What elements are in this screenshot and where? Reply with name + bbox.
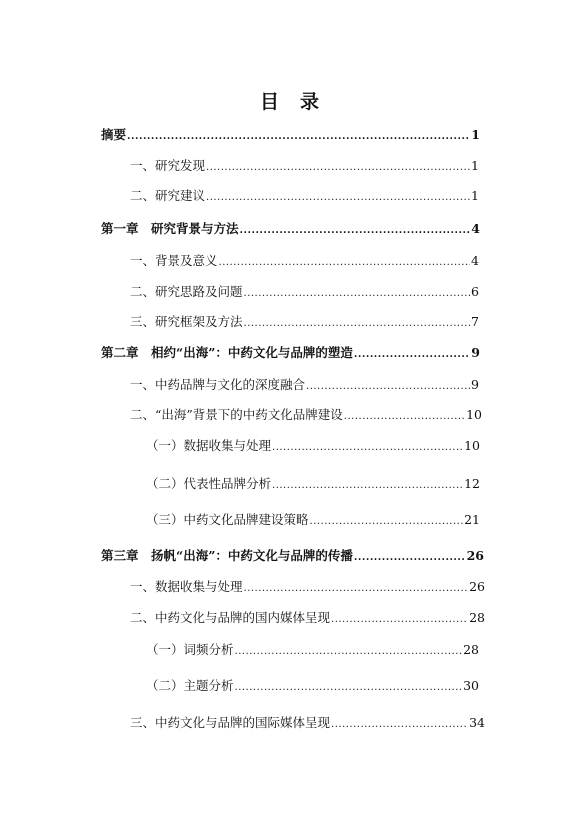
toc-page-number: 4 [471, 253, 479, 268]
dot-leader [306, 379, 470, 395]
toc-page-number: 34 [469, 715, 485, 730]
toc-entry-label: （三）中药文化品牌建设策略 [146, 512, 309, 527]
dot-leader [235, 680, 463, 696]
toc-entry[interactable] [146, 678, 479, 694]
dot-leader [127, 129, 470, 145]
dot-leader [244, 581, 469, 597]
dot-leader [310, 514, 464, 530]
toc-page-number: 10 [464, 438, 480, 453]
toc-entry-label: 二、研究建议 [130, 188, 206, 203]
toc-entry[interactable] [130, 407, 482, 423]
toc-entry-chapter-3[interactable] [101, 548, 484, 564]
dot-leader [272, 478, 463, 494]
toc-entry[interactable] [146, 476, 480, 492]
dot-leader [206, 190, 470, 206]
toc-entry-label: 一、中药品牌与文化的深度融合 [130, 377, 306, 392]
toc-page-number: 30 [463, 678, 479, 693]
toc-entry[interactable] [146, 512, 480, 528]
toc-entry-label: 摘要 [101, 127, 127, 142]
toc-entry[interactable] [130, 284, 479, 300]
toc-page-number: 1 [471, 127, 480, 142]
toc-entry-label: （二）主题分析 [146, 678, 234, 693]
toc-entry-label: 二、研究思路及问题 [130, 284, 243, 299]
toc-entry[interactable] [146, 438, 480, 454]
dot-leader [272, 440, 463, 456]
toc-entry-label: 第一章 研究背景与方法 [101, 221, 239, 236]
toc-entry-label: 二、中药文化与品牌的国内媒体呈现 [130, 610, 331, 625]
toc-page-number: 4 [471, 221, 480, 236]
toc-page-number: 1 [471, 158, 479, 173]
toc-entry[interactable] [130, 377, 479, 393]
toc-entry-label: 一、数据收集与处理 [130, 579, 243, 594]
toc-entry[interactable] [130, 579, 485, 595]
toc-page-number: 26 [466, 548, 484, 563]
toc-entry[interactable] [130, 610, 485, 626]
dot-leader [219, 255, 471, 271]
toc-page-number: 7 [471, 314, 479, 329]
dot-leader [240, 223, 471, 239]
dot-leader [354, 347, 470, 363]
toc-entry-chapter-1[interactable] [101, 221, 480, 237]
toc-entry[interactable] [130, 188, 479, 204]
dot-leader [206, 160, 470, 176]
dot-leader [235, 644, 463, 660]
toc-entry-label: 一、背景及意义 [130, 253, 218, 268]
toc-page-number: 12 [464, 476, 480, 491]
toc-entry-abstract[interactable] [101, 127, 480, 143]
dot-leader [331, 612, 468, 628]
toc-entry[interactable] [130, 253, 479, 269]
toc-entry[interactable] [130, 158, 479, 174]
toc-page-number: 28 [463, 642, 479, 657]
toc-entry-label: 第三章 扬帆“出海”：中药文化与品牌的传播 [101, 548, 353, 563]
toc-entry-label: 三、中药文化与品牌的国际媒体呈现 [130, 715, 331, 730]
toc-page-number: 10 [466, 407, 482, 422]
toc-entry-label: 第二章 相约“出海”：中药文化与品牌的塑造 [101, 345, 353, 360]
toc-page-number: 9 [471, 377, 479, 392]
toc-page-number: 9 [471, 345, 480, 360]
toc-page-number: 1 [471, 188, 479, 203]
toc-entry-label: （一）词频分析 [146, 642, 234, 657]
toc-page-number: 21 [464, 512, 480, 527]
toc-entry-label: 二、“出海”背景下的中药文化品牌建设 [130, 407, 343, 422]
toc-page-number: 28 [469, 610, 485, 625]
toc-page-number: 26 [469, 579, 485, 594]
dot-leader [244, 316, 471, 332]
dot-leader [244, 286, 471, 302]
toc-entry[interactable] [146, 642, 479, 658]
dot-leader [354, 550, 466, 566]
page-title: 目 录 [259, 91, 320, 113]
dot-leader [331, 717, 468, 733]
toc-entry-chapter-2[interactable] [101, 345, 480, 361]
toc-entry-label: 一、研究发现 [130, 158, 206, 173]
dot-leader [344, 409, 465, 425]
toc-entry[interactable] [130, 314, 479, 330]
toc-entry-label: （二）代表性品牌分析 [146, 476, 272, 491]
toc-entry-label: 三、研究框架及方法 [130, 314, 243, 329]
toc-entry[interactable] [130, 715, 485, 731]
toc-page-number: 6 [471, 284, 479, 299]
toc-entry-label: （一）数据收集与处理 [146, 438, 272, 453]
